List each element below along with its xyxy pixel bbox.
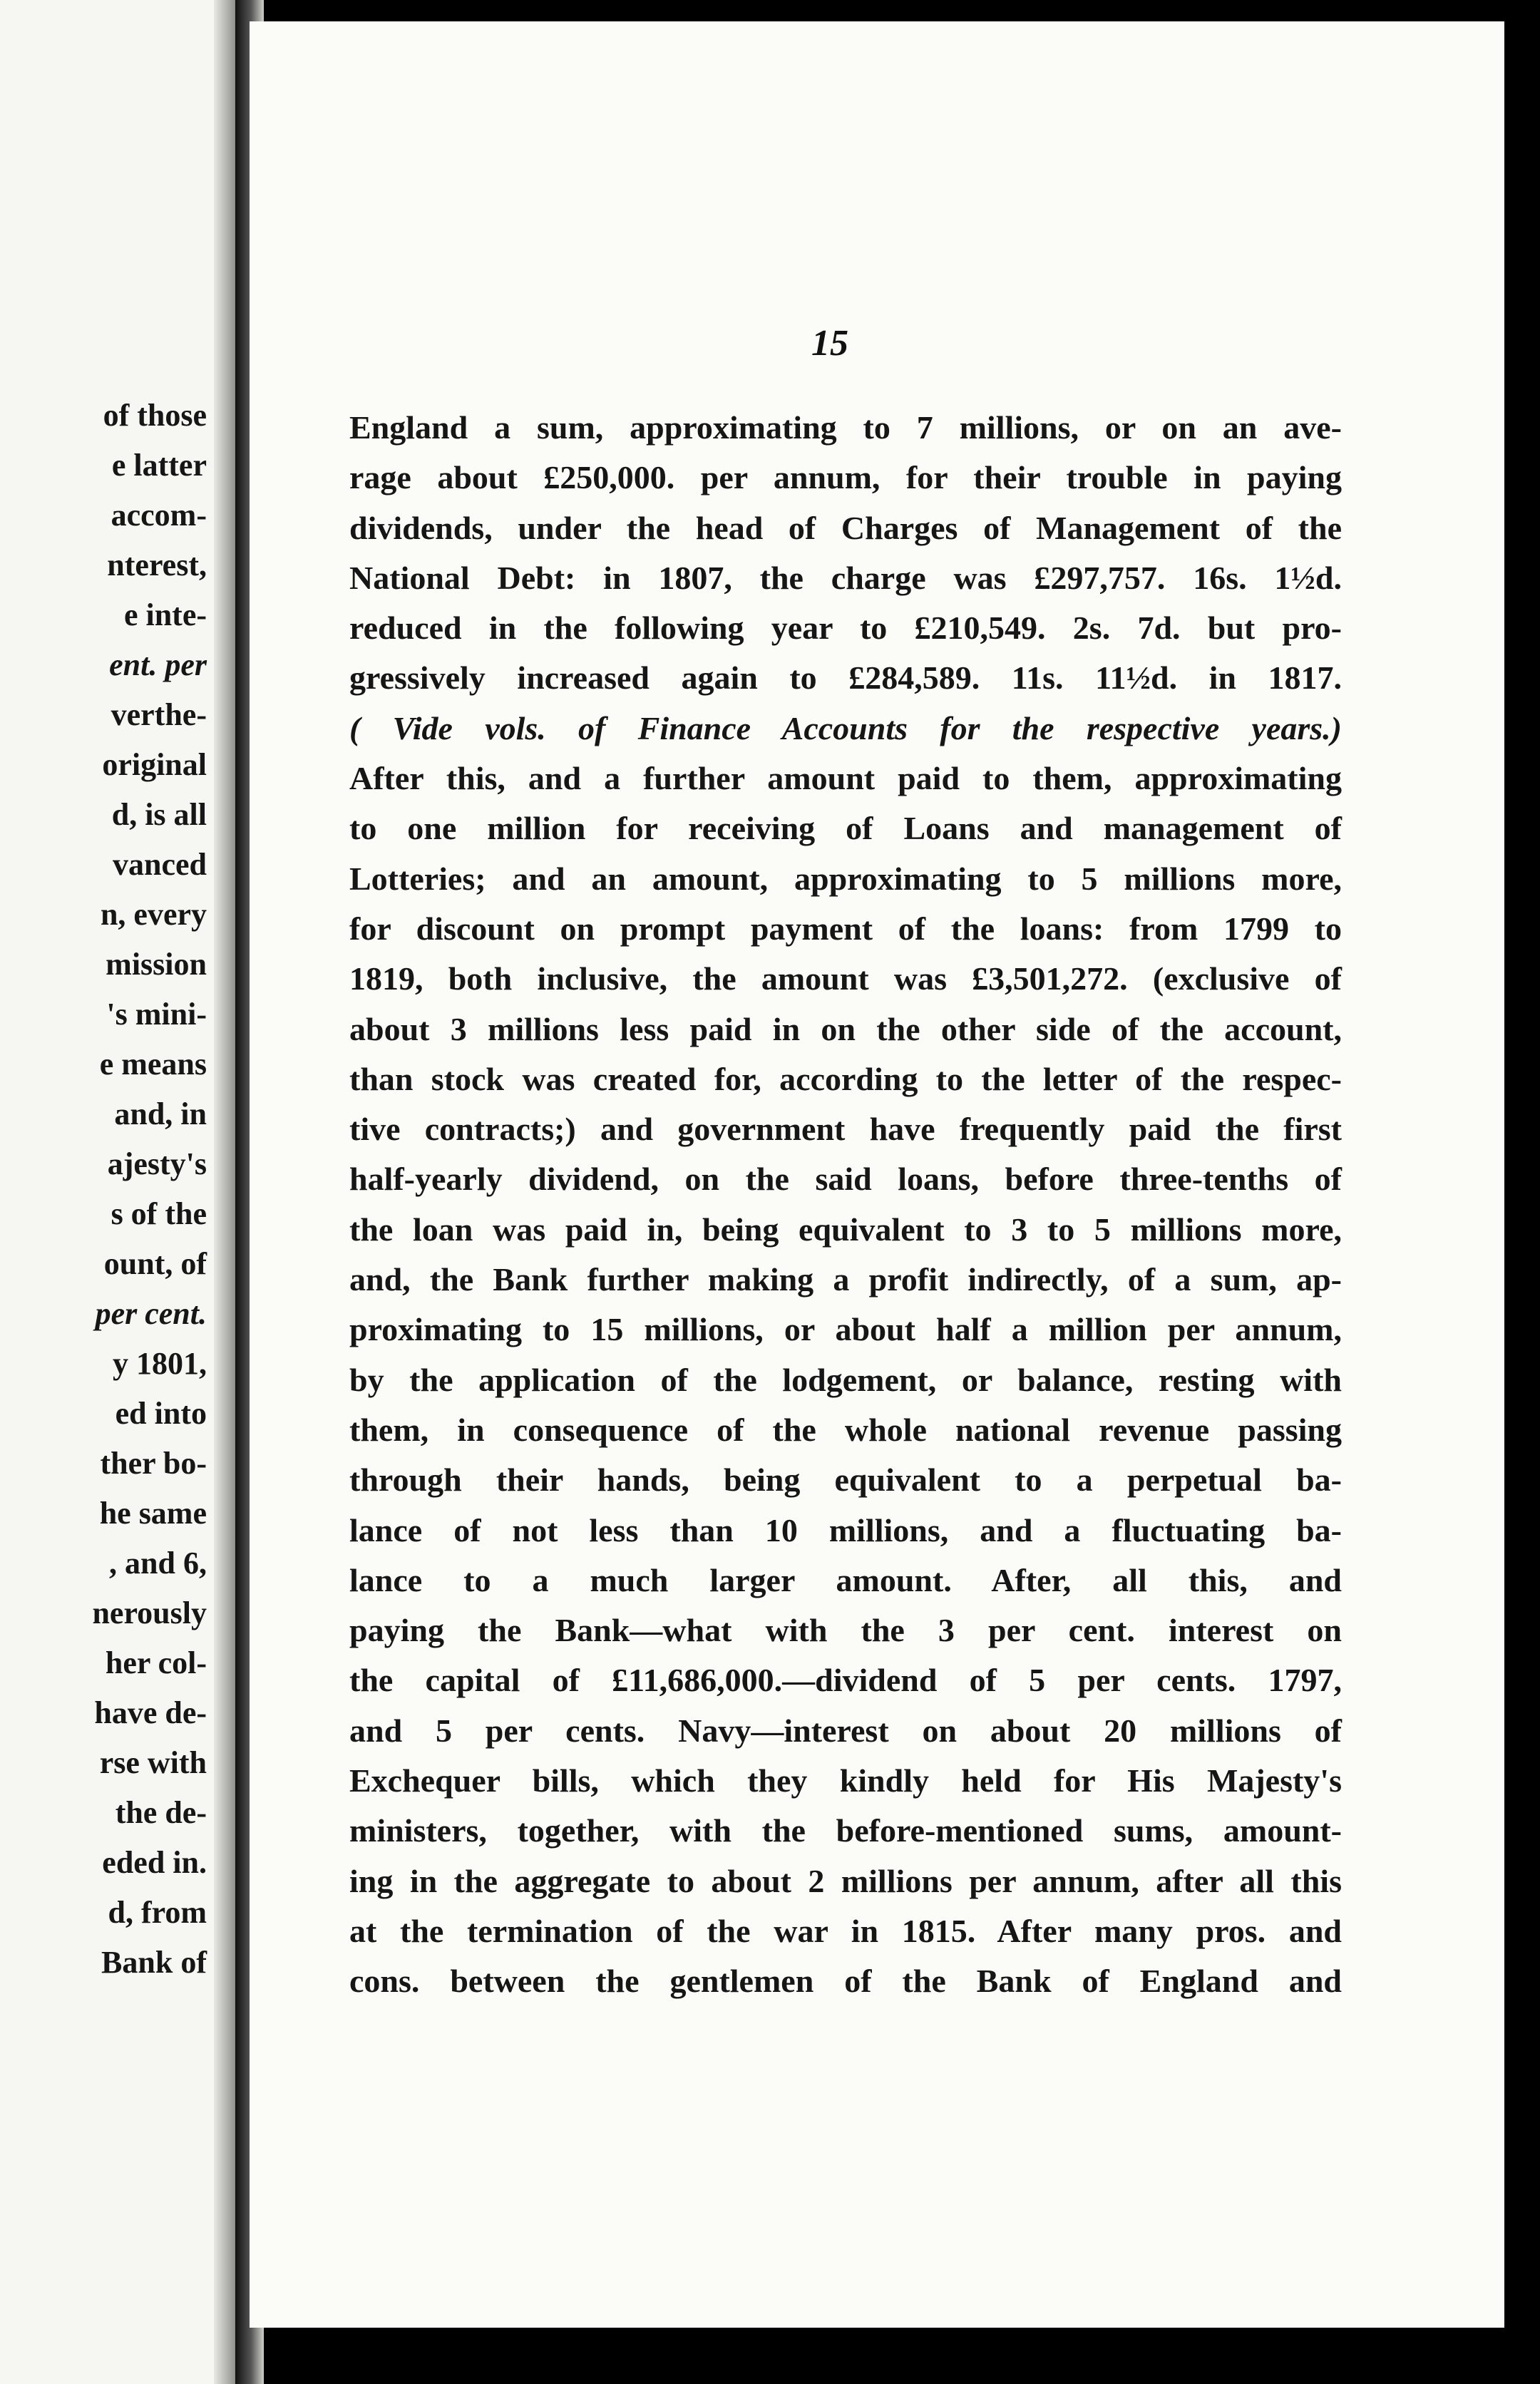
left-line: s of the xyxy=(111,1196,207,1231)
left-line: ther bo- xyxy=(100,1446,207,1481)
text-line: ing in the aggregate to about 2 millions per annum, after all this xyxy=(349,1862,1342,1899)
left-line: e latter xyxy=(111,448,207,483)
left-line: ed into xyxy=(115,1396,207,1431)
text-line: After this, and a further amount paid to them, approximating xyxy=(349,760,1342,797)
text-line: reduced in the following year to £210,549. 2s. 7d. but pro- xyxy=(349,610,1342,647)
text-line: Exchequer bills, which they kindly held for His Majesty's xyxy=(349,1762,1342,1799)
left-line: original xyxy=(102,747,207,782)
left-line: e inte- xyxy=(123,597,207,632)
text-line: lance of not less than 10 millions, and a fluctuating ba- xyxy=(349,1511,1342,1548)
text-line: than stock was created for, according to the letter of the respec- xyxy=(349,1060,1342,1097)
page-number: 15 xyxy=(811,323,848,364)
text-line: rage about £250,000. per annum, for their trouble in paying xyxy=(349,459,1342,496)
left-line: mission xyxy=(106,947,207,982)
text-line: half-yearly dividend, on the said loans, before three-tenths of xyxy=(349,1161,1342,1198)
text-line: for discount on prompt payment of the loans: from 1799 to xyxy=(349,910,1342,947)
left-line: the de- xyxy=(115,1795,207,1830)
text-line: to one million for receiving of Loans and management of xyxy=(349,810,1342,847)
left-facing-page xyxy=(0,0,235,2384)
text-line: National Debt: in 1807, the charge was £297,757. 16s. 1½d. xyxy=(349,559,1342,596)
text-line: the capital of £11,686,000.—dividend of 5 per cents. 1797, xyxy=(349,1662,1342,1699)
text-line: and 5 per cents. Navy—interest on about 20 millions of xyxy=(349,1712,1342,1749)
left-line: of those xyxy=(103,398,207,433)
left-line: ount, of xyxy=(103,1246,207,1281)
left-line: e means xyxy=(99,1047,207,1081)
left-line: d, is all xyxy=(111,797,207,832)
left-line: her col- xyxy=(105,1645,207,1680)
text-line: by the application of the lodgement, or balance, resting with xyxy=(349,1361,1342,1398)
text-line: proximating to 15 millions, or about half a million per annum, xyxy=(349,1311,1342,1348)
text-line: the loan was paid in, being equivalent to 3 to 5 millions more, xyxy=(349,1211,1342,1248)
left-line: accom- xyxy=(111,498,207,533)
text-line: tive contracts;) and government have frequently paid the first xyxy=(349,1111,1342,1148)
text-line: paying the Bank—what with the 3 per cent. interest on xyxy=(349,1612,1342,1649)
text-line: and, the Bank further making a profit indirectly, of a sum, ap- xyxy=(349,1261,1342,1298)
left-line: rse with xyxy=(99,1745,207,1780)
left-line: he same xyxy=(99,1496,207,1531)
left-line: verthe- xyxy=(111,697,207,732)
left-line: vanced xyxy=(113,847,207,882)
text-line: ministers, together, with the before-mentioned sums, amount- xyxy=(349,1812,1342,1849)
left-line: d, from xyxy=(108,1895,207,1930)
text-line: lance to a much larger amount. After, all this, and xyxy=(349,1561,1342,1598)
text-line: them, in consequence of the whole national revenue passing xyxy=(349,1411,1342,1448)
left-line: ajesty's xyxy=(107,1146,207,1181)
page-body-text xyxy=(349,403,1342,2007)
left-line: eded in. xyxy=(102,1845,207,1880)
text-line: ( Vide vols. of Finance Accounts for the respective years.) xyxy=(349,709,1342,746)
text-line: Lotteries; and an amount, approximating to 5 millions more, xyxy=(349,860,1342,897)
left-line: y 1801, xyxy=(113,1346,207,1381)
text-line: cons. between the gentlemen of the Bank of England and xyxy=(349,1963,1342,2000)
left-line: and, in xyxy=(114,1096,207,1131)
text-line: gressively increased again to £284,589. 11s. 11½d. in 1817. xyxy=(349,659,1342,697)
text-line: England a sum, approximating to 7 millions, or on an ave- xyxy=(349,409,1342,446)
text-line: dividends, under the head of Charges of Management of the xyxy=(349,509,1342,546)
text-line: at the termination of the war in 1815. After many pros. and xyxy=(349,1912,1342,1949)
text-line: 1819, both inclusive, the amount was £3,501,272. (exclusive of xyxy=(349,960,1342,997)
left-line: Bank of xyxy=(101,1945,207,1980)
left-line: per cent. xyxy=(95,1296,207,1331)
left-line: nerously xyxy=(92,1596,207,1630)
text-line: about 3 millions less paid in on the other side of the account, xyxy=(349,1010,1342,1047)
left-line: have de- xyxy=(94,1695,207,1730)
left-line: , and 6, xyxy=(109,1546,207,1581)
text-line: through their hands, being equivalent to a perpetual ba- xyxy=(349,1461,1342,1499)
left-page-text xyxy=(0,391,207,1988)
left-line: 's mini- xyxy=(106,997,207,1032)
left-line: ent. per xyxy=(109,647,207,682)
left-line: nterest, xyxy=(107,548,207,582)
left-line: n, every xyxy=(100,897,207,932)
